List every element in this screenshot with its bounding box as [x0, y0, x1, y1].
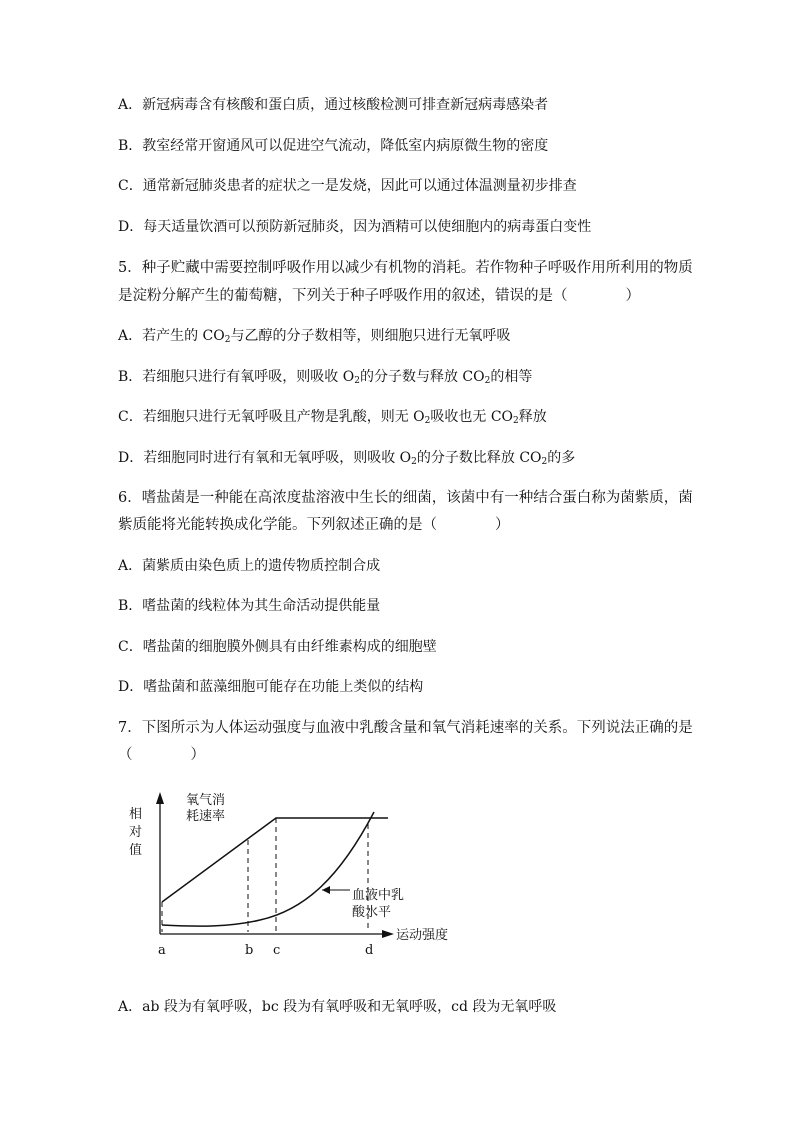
y-axis-arrow — [156, 792, 164, 804]
q6-option-a: A．菌紫质由染色质上的遗传物质控制合成 — [118, 558, 381, 574]
q4-option-b: B．教室经常开窗通风可以促进空气流动，降低室内病原微生物的密度 — [118, 138, 549, 154]
q7-stem-line1: 7．下图所示为人体运动强度与血液中乳酸含量和氧气消耗速率的关系。下列说法正确的是 — [118, 720, 693, 736]
oxygen-label-1: 氧气消 — [186, 793, 226, 808]
y-label-3: 值 — [129, 843, 143, 858]
q4-option-d: D．每天适量饮酒可以预防新冠肺炎，因为酒精可以使细胞内的病毒蛋白变性 — [118, 219, 592, 235]
q4-option-a: A．新冠病毒含有核酸和蛋白质，通过核酸检测可排查新冠病毒感染者 — [118, 97, 549, 113]
q7-figure-svg — [120, 782, 460, 967]
y-label-2: 对 — [129, 825, 143, 840]
q6-option-c: C．嗜盐菌的细胞膜外侧具有由纤维素构成的细胞壁 — [118, 639, 437, 655]
q6-stem-line2: 紫质能将光能转换成化学能。下列叙述正确的是（ ） — [118, 517, 510, 533]
y-label-1: 相 — [129, 807, 143, 822]
q5-option-b: B．若细胞只进行有氧呼吸，则吸收 $O_2$的分子数与释放 $CO_2$的相等 — [118, 369, 533, 386]
tick-d: d — [365, 943, 374, 958]
lactate-label-2: 酸水平 — [352, 905, 392, 920]
q6-stem-line1: 6．嗜盐菌是一种能在高浓度盐溶液中生长的细菌，该菌中有一种结合蛋白称为菌紫质，菌 — [118, 490, 693, 506]
lactate-label-1: 血液中乳 — [352, 888, 405, 903]
q7-option-a: A．ab 段为有氧呼吸，bc 段为有氧呼吸和无氧呼吸，cd 段为无氧呼吸 — [118, 999, 557, 1015]
q6-option-b: B．嗜盐菌的线粒体为其生命活动提供能量 — [118, 598, 381, 614]
q4-option-c: C．通常新冠肺炎患者的症状之一是发烧，因此可以通过体温测量初步排查 — [118, 178, 577, 194]
tick-b: b — [245, 943, 254, 958]
q5-option-a: A．若产生的 $CO_2$与乙醇的分子数相等，则细胞只进行无氧呼吸 — [118, 328, 511, 345]
oxygen-label-2: 耗速率 — [186, 809, 226, 824]
q7-stem-line2: （ ） — [118, 747, 205, 763]
tick-c: c — [273, 943, 281, 958]
q5-stem-line2: 是淀粉分解产生的葡萄糖，下列关于种子呼吸作用的叙述，错误的是（ ） — [118, 288, 640, 304]
lactate-pointer-arrow — [322, 886, 330, 894]
q5-stem-line1: 5．种子贮藏中需要控制呼吸作用以减少有机物的消耗。若作物种子呼吸作用所利用的物质 — [118, 260, 693, 276]
q7-figure — [120, 782, 460, 967]
tick-a: a — [158, 943, 166, 958]
q5-option-c: C．若细胞只进行无氧呼吸且产物是乳酸，则无 $O_2$吸收也无 $CO_2$释放 — [118, 409, 547, 426]
q5-option-d: D．若细胞同时进行有氧和无氧呼吸，则吸收 $O_2$的分子数比释放 $CO_2$的多 — [118, 450, 576, 467]
x-axis-arrow — [382, 930, 394, 938]
q6-option-d: D．嗜盐菌和蓝藻细胞可能存在功能上类似的结构 — [118, 679, 424, 695]
lactate-curve — [162, 812, 374, 926]
x-label: 运动强度 — [396, 928, 449, 943]
